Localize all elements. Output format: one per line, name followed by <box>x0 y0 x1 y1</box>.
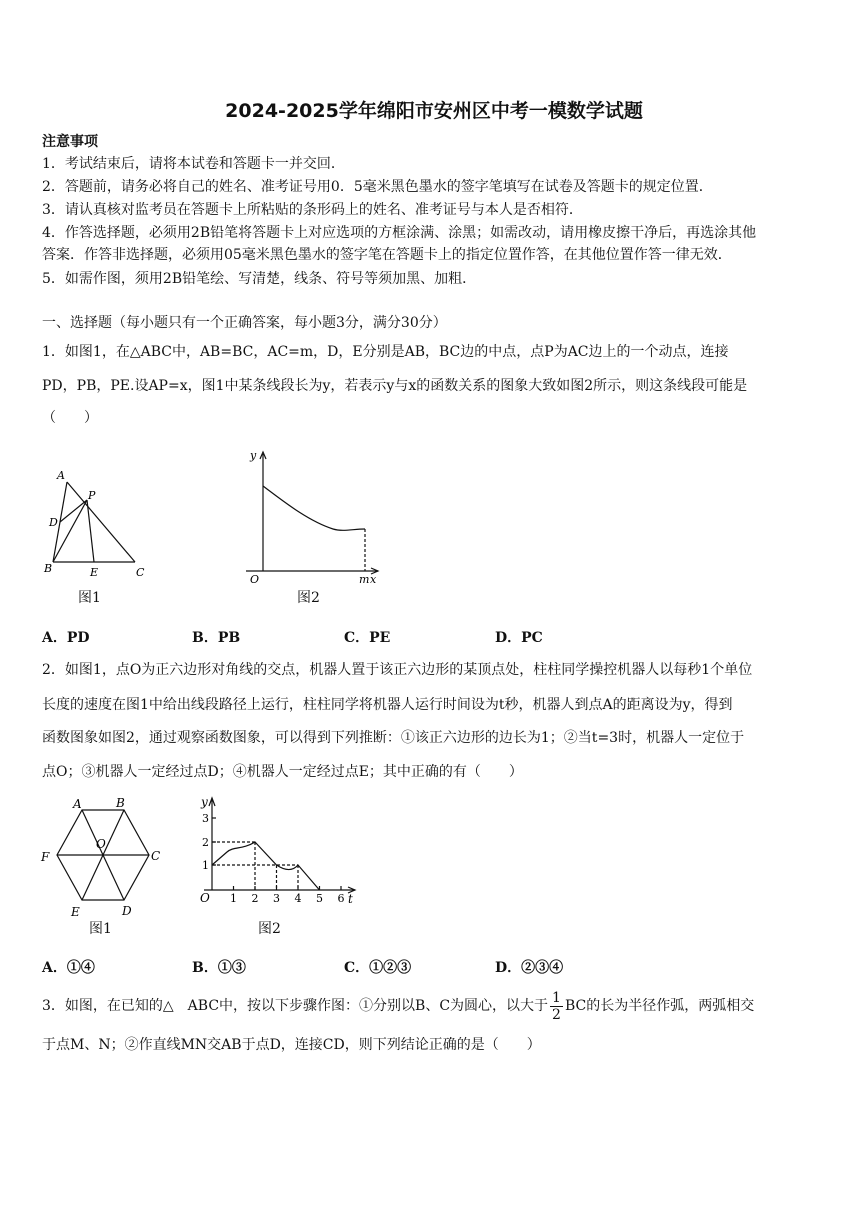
q3-line2: 于点M、N；②作直线MN交AB于点D，连接CD，则下列结论正确的是（ ） <box>42 1037 541 1053</box>
q1-fig1-caption: 图1 <box>78 590 101 606</box>
q1-line: PD，PB，PE.设AP=x，图1中某条线段长为y，若表示y与x的函数关系的图象大致如图2所示，则这条线段可能是 <box>42 378 748 394</box>
note-item: 3．请认真核对监考员在答题卡上所粘贴的条形码上的姓名、准考证号与本人是否相符． <box>42 202 583 218</box>
label-d: D <box>122 904 132 918</box>
q3-line1 <box>42 988 754 1024</box>
label-m: m <box>359 573 370 586</box>
fraction-numerator: 1 <box>552 989 561 1006</box>
fraction-denominator: 2 <box>552 1006 561 1023</box>
q3-text-pre: 3．如图，在已知的△ ABC中，按以下步骤作图：①分别以B、C为圆心，以大于 <box>42 998 549 1014</box>
x-tick: 1 <box>230 892 237 905</box>
q1-option-a[interactable]: A．PD <box>42 630 90 646</box>
q2-line: 函数图象如图2，通过观察函数图象，可以得到下列推断：①该正六边形的边长为1；②当t=3时，机器人一定位于 <box>42 730 745 746</box>
label-c: C <box>136 566 145 579</box>
y-tick: 1 <box>202 859 209 872</box>
q1-option-d[interactable]: D．PC <box>495 630 543 646</box>
label-o: O <box>96 837 106 851</box>
q2-line: 长度的速度在图1中给出线段路径上运行，柱柱同学将机器人运行时间设为t秒，机器人到点A的距离设为y，得到 <box>42 697 733 713</box>
x-tick: 6 <box>337 892 345 905</box>
y-tick: 2 <box>202 836 209 849</box>
q3-text-post: BC的长为半径作弧，两弧相交 <box>564 998 755 1014</box>
label-f: F <box>41 850 50 864</box>
q2-fig1-caption: 图1 <box>89 921 112 937</box>
label-e: E <box>71 905 80 919</box>
label-x: x <box>370 573 377 586</box>
q1-fig2-caption: 图2 <box>297 590 320 606</box>
q2-option-c[interactable]: C．①②③ <box>344 960 412 976</box>
section-heading: 一、选择题（每小题只有一个正确答案，每小题3分，满分30分） <box>42 315 447 331</box>
q1-figure2-graph <box>238 446 388 591</box>
q1-line: （ ） <box>42 410 98 426</box>
label-b: B <box>116 796 125 810</box>
q2-option-b[interactable]: B．①③ <box>192 960 246 976</box>
page-title: 2024-2025学年绵阳市安州区中考一模数学试题 <box>225 100 643 122</box>
label-a: A <box>57 469 65 482</box>
q1-option-b[interactable]: B．PB <box>192 630 241 646</box>
label-o: O <box>200 891 210 905</box>
label-p: P <box>88 489 96 502</box>
q2-figure1-hexagon <box>36 794 176 924</box>
label-a: A <box>73 797 82 811</box>
q2-option-a[interactable]: A．①④ <box>42 960 95 976</box>
note-item: 2．答题前，请务必将自己的姓名、准考证号用0．5毫米黑色墨水的签字笔填写在试卷及答题卡的规定位置． <box>42 179 713 195</box>
label-t: t <box>348 892 353 906</box>
label-y: y <box>250 449 257 462</box>
x-tick: 5 <box>316 892 323 905</box>
label-o: O <box>250 573 260 586</box>
label-y: y <box>201 795 208 809</box>
note-item: 答案．作答非选择题，必须用05毫米黑色墨水的签字笔在答题卡上的指定位置作答，在其他位置作答一律无效． <box>42 247 732 263</box>
y-tick: 3 <box>202 812 209 825</box>
q2-line: 点O；③机器人一定经过点D；④机器人一定经过点E；其中正确的有（ ） <box>42 764 523 780</box>
note-item: 1．考试结束后，请将本试卷和答题卡一并交回． <box>42 156 345 172</box>
q1-line: 1．如图1，在△ABC中，AB=BC，AC=m，D，E分别是AB，BC边的中点，点P为AC边上的一个动点，连接 <box>42 344 729 360</box>
q2-option-d[interactable]: D．②③④ <box>495 960 564 976</box>
label-e: E <box>90 566 99 579</box>
label-b: B <box>44 562 53 575</box>
q1-option-c[interactable]: C．PE <box>344 630 391 646</box>
q2-line: 2．如图1，点O为正六边形对角线的交点，机器人置于该正六边形的某顶点处，柱柱同学操控机器人以每秒1个单位 <box>42 662 753 678</box>
notes-heading: 注意事项 <box>42 134 98 150</box>
q2-fig2-caption: 图2 <box>258 921 281 937</box>
label-d: D <box>49 516 58 529</box>
x-tick: 4 <box>294 892 302 905</box>
fraction-one-half <box>550 990 563 1023</box>
q1-figure1-triangle <box>38 462 158 582</box>
x-tick: 2 <box>251 892 259 905</box>
x-tick: 3 <box>273 892 280 905</box>
q2-figure2-graph <box>192 794 364 909</box>
note-item: 4．作答选择题，必须用2B铅笔将答题卡上对应选项的方框涂满、涂黑；如需改动，请用橡皮擦干净后，再选涂其他 <box>42 225 757 241</box>
note-item: 5．如需作图，须用2B铅笔绘、写清楚，线条、符号等须加黑、加粗． <box>42 271 477 287</box>
label-c: C <box>151 849 161 863</box>
